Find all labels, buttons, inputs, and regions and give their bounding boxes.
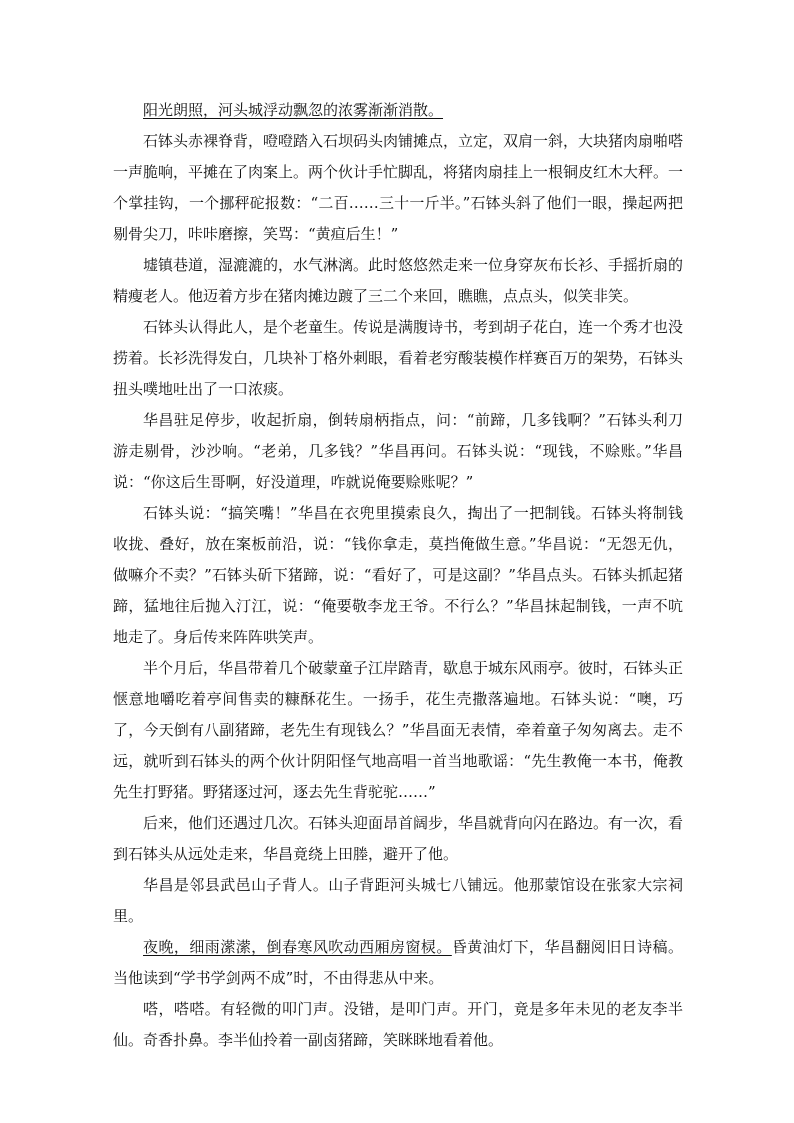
paragraph-text: 石钵头认得此人，是个老童生。传说是满腹诗书，考到胡子花白，连一个秀才也没捞着。长衫洗得发白，几块补丁格外刺眼，看着老穷酸装模作样赛百万的架势，石钵头扭头噗地吐出了一口浓痰。	[113, 318, 684, 398]
paragraph-7	[113, 653, 683, 808]
paragraph-6	[113, 498, 683, 653]
document-page	[113, 95, 683, 1056]
paragraph-10	[113, 932, 683, 994]
paragraph-text: 墟镇巷道，湿漉漉的，水气淋漓。此时悠悠然走来一位身穿灰布长衫、手摇折扇的精瘦老人。他迈着方步在猪肉摊边踱了三二个来回，瞧瞧，点点头，似笑非笑。	[113, 256, 684, 305]
paragraph-9	[113, 870, 683, 932]
paragraph-text: 半个月后，华昌带着几个破蒙童子江岸踏青，歇息于城东风雨亭。彼时，石钵头正惬意地嚼吃着亭间售卖的糠酥花生。一扬手，花生壳撒落遍地。石钵头说：“噢，巧了，今天倒有八副猪蹄，老先生有现钱么？”华昌面无表情，牵着童子匆匆离去。走不远，就听到石钵头的两个伙计阴阳怪气地高唱一首当地歌谣：“先生教俺一本书，俺教先生打野猪。野猪逐过河，逐去先生背驼驼……”	[113, 659, 684, 801]
underlined-sentence: 夜晚，细雨潆潆，倒春寒风吹动西厢房窗棂。	[143, 938, 452, 956]
paragraph-8	[113, 808, 683, 870]
paragraph-text: 昏黄油灯下，华昌翻阅旧日诗稿。当他读到“学书学剑两不成”时，不由得悲从中来。	[113, 938, 683, 987]
underlined-sentence: 阳光朗照，河头城浮动飘忽的浓雾渐渐消散。	[143, 101, 444, 119]
paragraph-text: 后来，他们还遇过几次。石钵头迎面昂首阔步，华昌就背向闪在路边。有一次，看到石钵头从远处走来，华昌竟绕上田塍，避开了他。	[113, 814, 684, 863]
paragraph-5	[113, 405, 683, 498]
paragraph-text: 华昌驻足停步，收起折扇，倒转扇柄指点，问：“前蹄，几多钱啊？”石钵头利刀游走剔骨，沙沙响。“老弟，几多钱？”华昌再问。石钵头说：“现钱，不赊账。”华昌说：“你这后生哥啊，好没道理，咋就说俺要赊账呢？”	[113, 411, 683, 491]
paragraph-text: 石钵头说：“搞笑嘴！”华昌在衣兜里摸索良久，掏出了一把制钱。石钵头将制钱收拢、叠好，放在案板前沿，说：“钱你拿走，莫挡俺做生意。”华昌说：“无怨无仇，做嘛介不卖？”石钵头斫下猪蹄，说：“看好了，可是这副？”华昌点头。石钵头抓起猪蹄，猛地往后抛入汀江，说：“俺要敬李龙王爷。不行么？”华昌抹起制钱，一声不吭地走了。身后传来阵阵哄笑声。	[113, 504, 683, 646]
paragraph-2	[113, 126, 683, 250]
paragraph-text: 华昌是邻县武邑山子背人。山子背距河头城七八铺远。他那蒙馆设在张家大宗祠里。	[113, 876, 683, 925]
paragraph-text: 嗒，嗒嗒。有轻微的叩门声。没错，是叩门声。开门，竟是多年未见的老友李半仙。奇香扑鼻。李半仙拎着一副卤猪蹄，笑眯眯地看着他。	[113, 1000, 683, 1049]
paragraph-text: 石钵头赤裸脊背，噔噔踏入石坝码头肉铺摊点，立定，双肩一斜，大块猪肉扇啪嗒一声脆响，平摊在了肉案上。两个伙计手忙脚乱，将猪肉扇挂上一根铜皮红木大秤。一个掌挂钩，一个挪秤砣报数：“二百……三十一斤半。”石钵头斜了他们一眼，操起两把剔骨尖刀，咔咔磨擦，笑骂：“黄疸后生！”	[113, 132, 684, 243]
paragraph-4	[113, 312, 683, 405]
paragraph-11	[113, 994, 683, 1056]
paragraph-1	[113, 95, 683, 126]
paragraph-3	[113, 250, 683, 312]
